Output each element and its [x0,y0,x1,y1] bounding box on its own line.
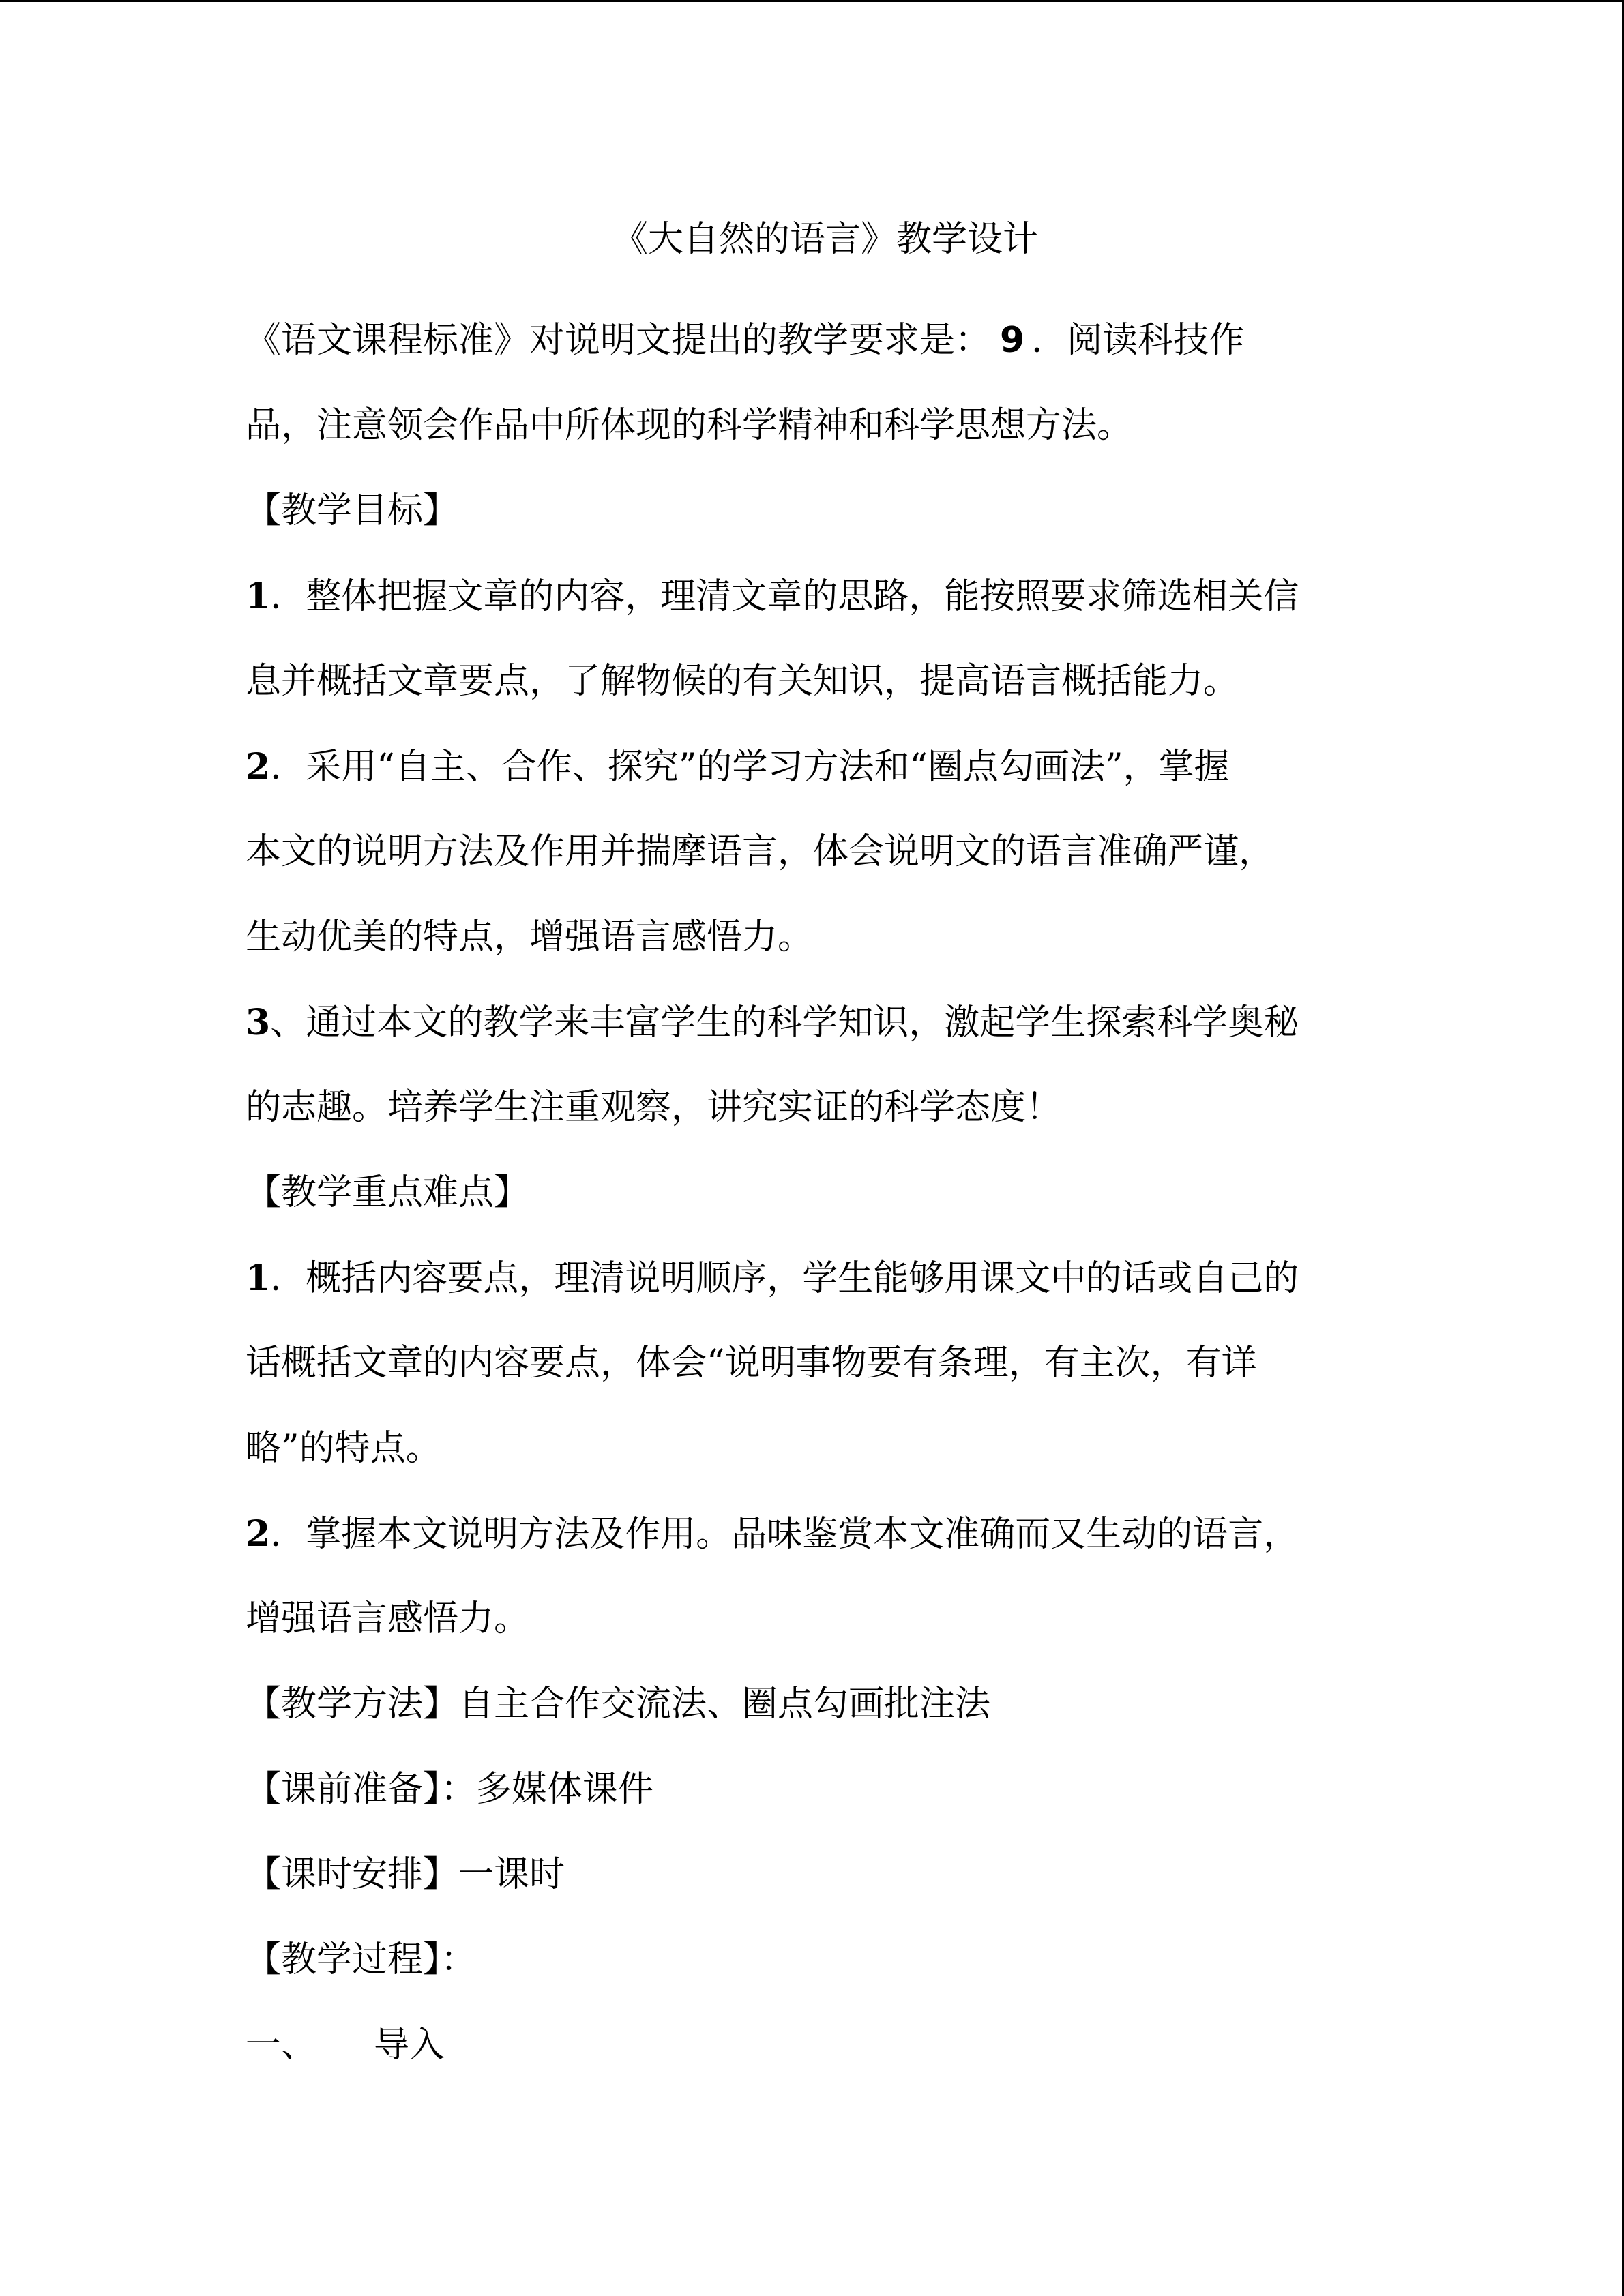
goal-number-3: 3 [246,1002,271,1043]
goals-heading: 【教学目标】 [246,490,459,531]
intro-line-2: 品，注意领会作品中所体现的科学精神和科学思想方法。 [246,405,1133,446]
class-schedule: 【课时安排】一课时 [246,1854,565,1895]
goal-item-3: 3、通过本文的教学来丰富学生的科学知识，激起学生探索科学奥秘 的志趣。培养学生注重观察，讲究实证的科学态度！ [246,1002,1299,1128]
goal-number-2: 2 [246,746,271,788]
section-marker: 一、 [246,2025,317,2066]
intro-paragraph [246,298,1378,468]
section-label: 导入 [374,2025,445,2066]
section-heading-1 [246,2003,1378,2088]
process-heading: 【教学过程】： [246,1939,477,1980]
key-point-item-2: 2．掌握本文说明方法及作用。品味鉴赏本文准确而又生动的语言， 增强语言感悟力。 [246,1513,1299,1639]
key-number-2: 2 [246,1513,271,1555]
class-preparation: 【课前准备】：多媒体课件 [246,1769,654,1810]
goal-item-2: 2．采用“自主、合作、探究”的学习方法和“圈点勾画法”，掌握 本文的说明方法及作用并揣摩语言，体会说明文的语言准确严谨， 生动优美的特点，增强语言感悟力。 [246,746,1275,957]
document-body [246,213,1378,2088]
goal-number-1: 1 [246,576,271,617]
key-points-heading: 【教学重点难点】 [246,1172,530,1213]
key-number-1: 1 [246,1257,271,1299]
intro-line-1: 《语文课程标准》对说明文提出的教学要求是： 9 ．阅读科技作 [246,320,1245,361]
key-point-item-1: 1．概括内容要点，理清说明顺序，学生能够用课文中的话或自己的 话概括文章的内容要点，体会“说明事物要有条理，有主次，有详 略”的特点。 [246,1257,1299,1469]
document-title: 《大自然的语言》教学设计 [612,219,1038,260]
intro-number: 9 [1000,320,1025,361]
teaching-method: 【教学方法】自主合作交流法、圈点勾画批注法 [246,1684,991,1725]
goal-item-1: 1．整体把握文章的内容，理清文章的思路，能按照要求筛选相关信 息并概括文章要点，了解物候的有关知识，提高语言概括能力。 [246,576,1299,702]
